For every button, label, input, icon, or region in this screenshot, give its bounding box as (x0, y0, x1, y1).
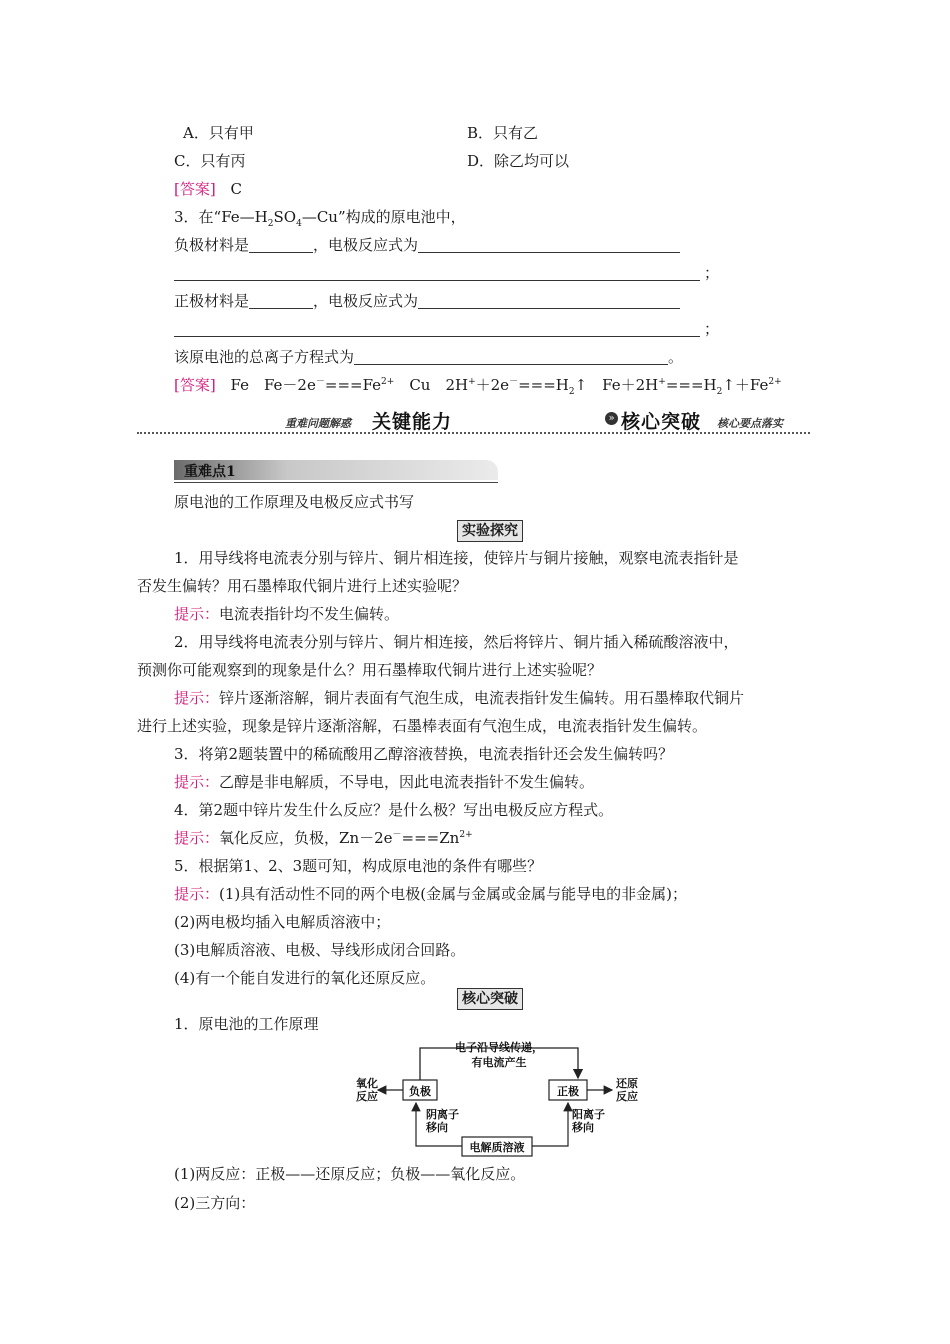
exp-hint-5-item-2: (2)两电极均插入电解质溶液中； (174, 913, 391, 931)
blank-pos-reaction (418, 292, 680, 309)
exp-question-2-cont: 预测你可能观察到的现象是什么？用石墨棒取代铜片进行上述实验呢？ (137, 661, 603, 679)
blank-total-equation (354, 348, 668, 365)
section-banner (137, 407, 810, 441)
positive-electrode-line: 正极材料是 ，电极反应式为 (174, 291, 680, 311)
answer-3-content: Fe $Fe-2e^-===Fe^{2+}$ Cu $2H^++2e^-===H_2↑$ $Fe+2H^+===H_2↑+Fe^{2+}$ (230, 376, 782, 397)
exp-hint-5-item-4: (4)有一个能自发进行的氧化还原反应。 (174, 969, 436, 987)
negative-electrode-label: 负极 (409, 1086, 431, 1098)
banner-divider (137, 432, 810, 434)
core-two-reactions: (1)两反应：正极——还原反应；负极——氧化反应。 (174, 1165, 526, 1183)
top-label-2: 有电流产生 (471, 1057, 527, 1069)
experiment-label: 实验探究 (457, 520, 523, 542)
cation-label-1: 阳离子 (572, 1109, 605, 1121)
exp-hint-2: 提示：锌片逐渐溶解，铜片表面有气泡生成，电流表指针发生偏转。用石墨棒取代铜片 (174, 689, 745, 707)
exp-question-4: 4．第2题中锌片发生什么反应？是什么极？写出电极反应方程式。 (174, 801, 614, 819)
banner-right-small: 核心要点落实 (717, 417, 783, 430)
option-d: D．除乙均可以 (467, 152, 570, 170)
exp-question-5: 5．根据第1、2、3题可知，构成原电池的条件有哪些？ (174, 857, 543, 875)
exp-question-3: 3．将第2题装置中的稀硫酸用乙醇溶液替换，电流表指针还会发生偏转吗？ (174, 745, 674, 763)
banner-left-big: 关键能力 (372, 411, 453, 433)
blank-neg-material (249, 236, 313, 253)
positive-electrode-label: 正极 (557, 1086, 579, 1098)
answer-line-1 (174, 179, 242, 199)
question-3-stem: 3．在“$Fe—H_2SO_4—Cu$”构成的原电池中， (174, 208, 466, 229)
answer-label: [答案] (174, 180, 216, 198)
negative-electrode-line: 负极材料是 ，电极反应式为 (174, 235, 680, 255)
exp-hint-5: 提示：(1)具有活动性不同的两个电极(金属与金属或金属与能导电的非金属)； (174, 885, 687, 903)
oxidation-label-1: 氧化 (356, 1078, 378, 1090)
banner-right-big: 核心突破 (621, 411, 702, 433)
exp-hint-4: 提示：氧化反应，负极，$Zn-2e^-===Zn^{2+}$ (174, 829, 473, 847)
anion-label-1: 阴离子 (426, 1109, 459, 1121)
key-point-tag: 重难点1 (174, 460, 498, 480)
option-c: C．只有丙 (174, 152, 246, 170)
cation-arrow (532, 1103, 568, 1146)
electrolyte-label: 电解质溶液 (469, 1142, 525, 1154)
core-three-directions: (2)三方向： (174, 1194, 256, 1212)
total-equation-line: 该原电池的总离子方程式为 。 (174, 348, 684, 366)
exp-hint-3: 提示：乙醇是非电解质，不导电，因此电流表指针不发生偏转。 (174, 773, 595, 791)
answer-label: [答案] (174, 376, 216, 394)
reduction-label-1: 还原 (616, 1078, 638, 1090)
top-label-1: 电子沿导线传递， (455, 1042, 543, 1054)
exp-question-2: 2．用导线将电流表分别与锌片、铜片相连接，然后将锌片、铜片插入稀硫酸溶液中， (174, 633, 739, 651)
anion-label-2: 移向 (426, 1122, 448, 1134)
blank-neg-reaction (418, 236, 680, 253)
reduction-label-2: 反应 (616, 1091, 638, 1103)
exp-hint-1: 提示：电流表指针均不发生偏转。 (174, 605, 400, 623)
positive-reaction-continued: ； (174, 319, 719, 339)
exp-question-1: 1．用导线将电流表分别与锌片、铜片相连接，使锌片与铜片接触，观察电流表指针是 (174, 549, 739, 567)
exp-question-1-cont: 否发生偏转？用石墨棒取代铜片进行上述实验呢？ (137, 577, 468, 595)
core-item-1: 1．原电池的工作原理 (174, 1015, 319, 1033)
exp-hint-2-cont: 进行上述实验，现象是锌片逐渐溶解，石墨棒表面有气泡生成，电流表指针发生偏转。 (137, 717, 708, 735)
core-label: 核心突破 (457, 988, 523, 1010)
negative-reaction-continued: ； (174, 263, 719, 283)
banner-left-small: 重难问题解惑 (285, 417, 351, 430)
answer-line-3 (174, 375, 782, 395)
exp-hint-5-item-3: (3)电解质溶液、电极、导线形成闭合回路。 (174, 941, 466, 959)
option-a: A．只有甲 (183, 124, 254, 142)
key-point-title: 原电池的工作原理及电极反应式书写 (174, 493, 415, 511)
chevron-icon: » (605, 412, 618, 425)
blank-pos-material (249, 292, 313, 309)
galvanic-cell-diagram (350, 1040, 650, 1160)
answer-value: C (230, 180, 242, 198)
oxidation-label-2: 反应 (356, 1091, 378, 1103)
option-b: B．只有乙 (467, 124, 539, 142)
cation-label-2: 移向 (572, 1122, 594, 1134)
